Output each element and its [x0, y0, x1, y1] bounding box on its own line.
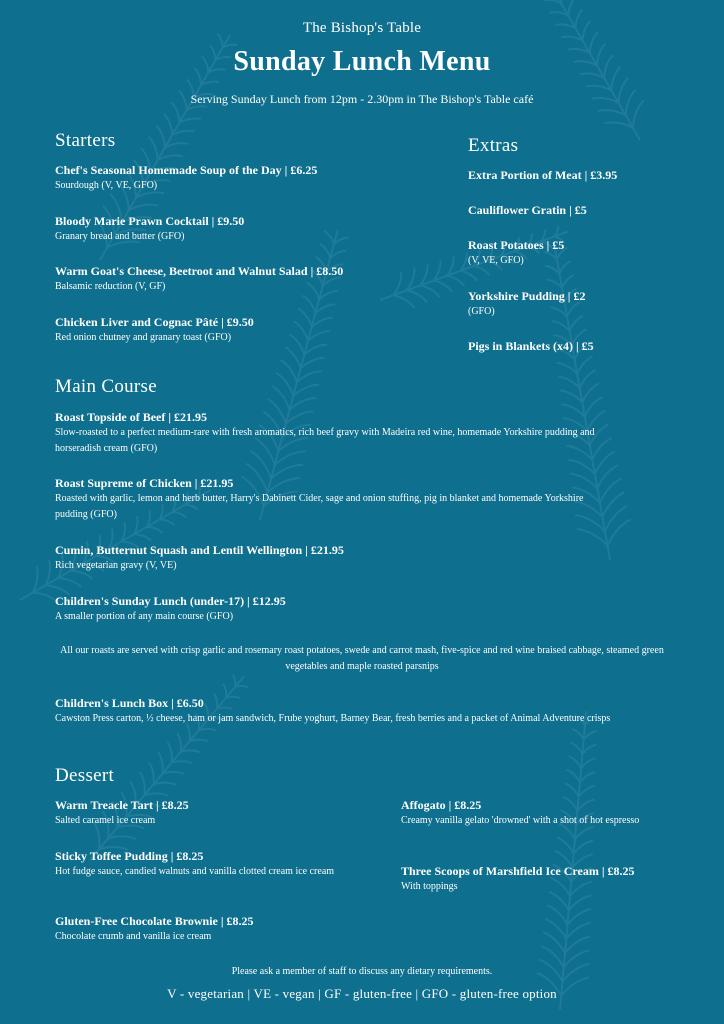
item-description: Granary bread and butter (GFO)	[55, 231, 185, 242]
item-description: Hot fudge sauce, candied walnuts and vanilla clotted cream ice cream	[55, 866, 335, 877]
item-name: Three Scoops of Marshfield Ice Cream | £8.25	[401, 864, 635, 878]
extras-heading: Extras	[468, 135, 519, 156]
dietary-note: Please ask a member of staff to discuss any dietary requirements.	[231, 966, 493, 977]
item-name: Chef's Seasonal Homemade Soup of the Day | £6.25	[55, 163, 318, 177]
item-name: Cumin, Butternut Squash and Lentil Wellington | £21.95	[55, 543, 344, 557]
menu-item	[468, 167, 698, 183]
item-name: Children's Sunday Lunch (under-17) | £12.95	[55, 594, 286, 608]
starters-heading: Starters	[55, 130, 116, 151]
item-description: Creamy vanilla gelato 'drowned' with a shot of hot espresso	[401, 815, 640, 826]
item-name: Roast Topside of Beef | £21.95	[55, 410, 207, 424]
item-description: Slow-roasted to a perfect medium-rare with fresh aromatics, rich beef gravy with Madeira red wine, homemade Yorkshire pudding and horseradish cream (GFO)	[55, 427, 595, 454]
item-description: Roasted with garlic, lemon and herb butter, Harry's Dabinett Cider, sage and onion stuffing, pig in blanket and homemade Yorkshire pudding (GFO)	[55, 493, 584, 520]
item-name: Gluten-Free Chocolate Brownie | £8.25	[55, 914, 254, 928]
menu-item	[401, 863, 701, 895]
page-title: Sunday Lunch Menu	[233, 46, 491, 77]
roasts-note: All our roasts are served with crisp garlic and rosemary roast potatoes, swede and carrot mash, five-spice and red wine braised cabbage, steamed green vegetables and maple roasted parsnips	[60, 645, 664, 672]
item-name: Yorkshire Pudding | £2	[468, 289, 586, 303]
item-name: Chicken Liver and Cognac Pâté | £9.50	[55, 315, 254, 329]
item-name: Warm Treacle Tart | £8.25	[55, 798, 189, 812]
item-description: Salted caramel ice cream	[55, 815, 156, 826]
menu-item	[55, 314, 435, 346]
menu-item	[55, 162, 435, 194]
serving-times: Serving Sunday Lunch from 12pm - 2.30pm in The Bishop's Table café	[190, 92, 534, 106]
item-name: Roast Potatoes | £5	[468, 238, 565, 252]
item-name: Children's Lunch Box | £6.50	[55, 696, 204, 710]
item-description: (V, VE, GFO)	[468, 255, 524, 266]
item-description: A smaller portion of any main course (GFO)	[55, 611, 234, 622]
menu-item	[55, 409, 615, 457]
menu-item	[55, 695, 615, 727]
menu-item	[468, 288, 698, 320]
item-name: Warm Goat's Cheese, Beetroot and Walnut Salad | £8.50	[55, 264, 344, 278]
item-description: (GFO)	[468, 306, 495, 317]
item-description: Rich vegetarian gravy (V, VE)	[55, 560, 177, 571]
item-description: Sourdough (V, VE, GFO)	[55, 180, 158, 191]
dietary-legend: V - vegetarian | VE - vegan | GF - gluten-free | GFO - gluten-free option	[167, 986, 557, 1001]
item-name: Pigs in Blankets (x4) | £5	[468, 339, 594, 353]
item-name: Affogato | £8.25	[401, 798, 482, 812]
menu-item	[468, 202, 698, 218]
item-description: Balsamic reduction (V, GF)	[55, 281, 166, 292]
menu-item	[55, 848, 335, 880]
menu-item	[468, 338, 698, 354]
menu-item	[55, 263, 435, 295]
item-description: Chocolate crumb and vanilla ice cream	[55, 931, 212, 942]
menu-item	[55, 542, 615, 574]
item-name: Cauliflower Gratin | £5	[468, 203, 587, 217]
item-name: Extra Portion of Meat | £3.95	[468, 168, 618, 182]
menu-item	[55, 213, 435, 245]
menu-item	[468, 237, 698, 269]
brand-name: The Bishop's Table	[302, 20, 422, 36]
item-description: Cawston Press carton, ½ cheese, ham or jam sandwich, Frube yoghurt, Barney Bear, fresh berries and a packet of Animal Adventure crisps	[55, 713, 611, 724]
menu-item	[55, 797, 345, 829]
item-description: With toppings	[401, 881, 458, 892]
menu-item	[55, 593, 615, 625]
menu-item	[401, 797, 661, 829]
item-name: Sticky Toffee Pudding | £8.25	[55, 849, 204, 863]
menu-item	[55, 475, 615, 523]
dessert-heading: Dessert	[55, 765, 115, 786]
menu-item	[55, 913, 345, 945]
main-course-heading: Main Course	[55, 376, 157, 397]
item-description: Red onion chutney and granary toast (GFO)	[55, 332, 232, 343]
item-name: Roast Supreme of Chicken | £21.95	[55, 476, 234, 490]
item-name: Bloody Marie Prawn Cocktail | £9.50	[55, 214, 245, 228]
